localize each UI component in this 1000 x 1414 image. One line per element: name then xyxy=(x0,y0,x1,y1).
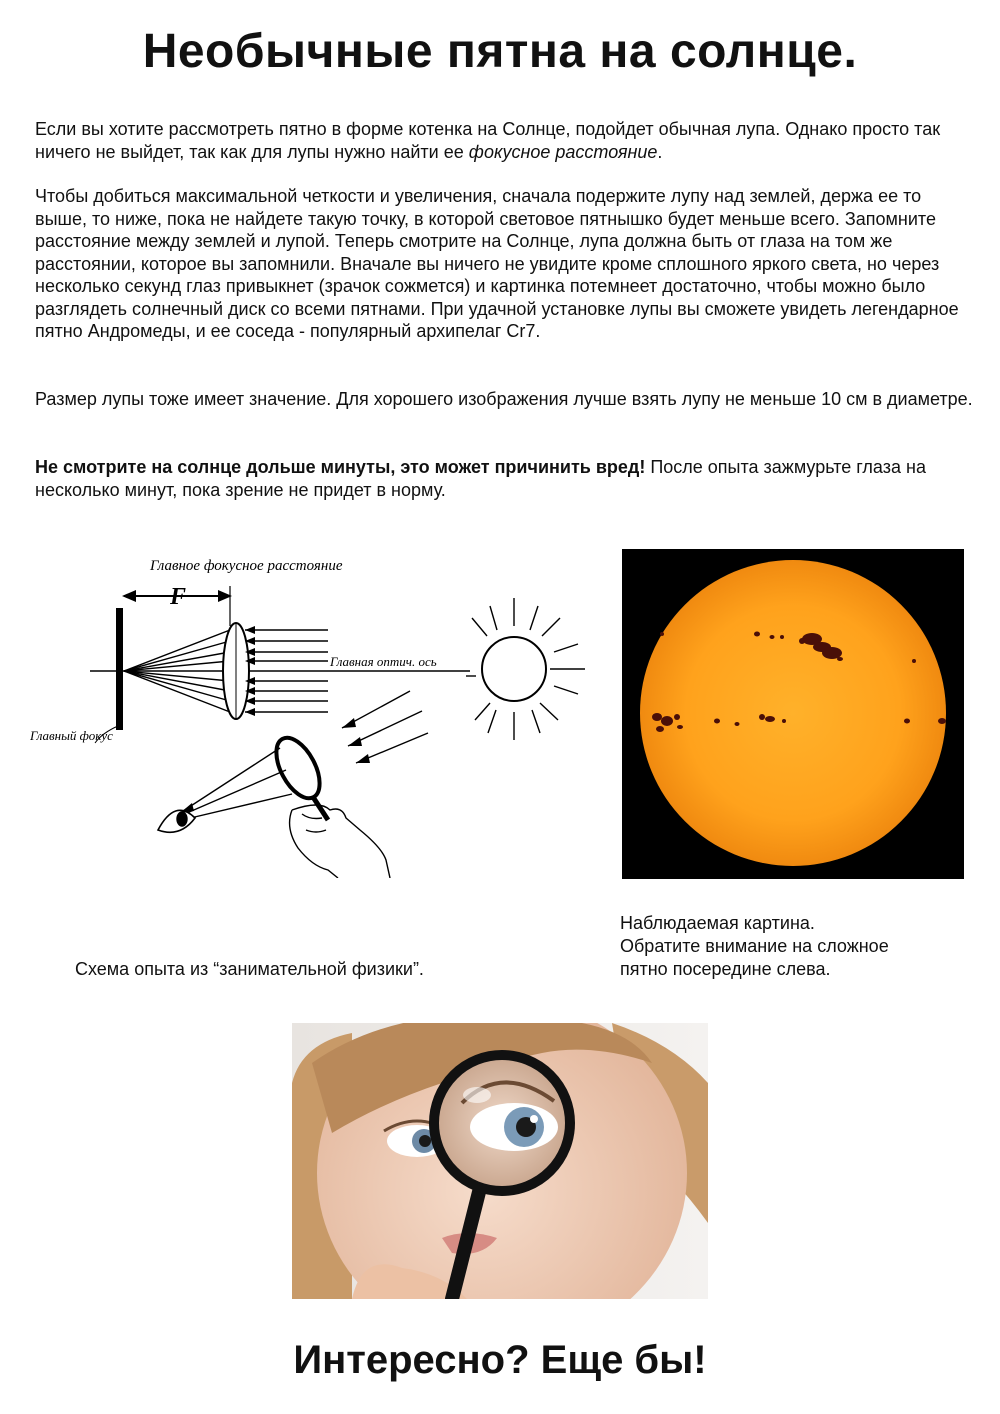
caption-sun-line: Наблюдаемая картина. xyxy=(620,913,815,933)
sun-photo xyxy=(622,549,964,879)
label-main-focus: Главный фокус xyxy=(30,728,113,743)
caption-diagram: Схема опыта из “занимательной физики”. xyxy=(75,959,424,979)
label-f: F xyxy=(170,584,187,610)
eye-drawing xyxy=(158,810,195,832)
screen-plate xyxy=(116,608,123,730)
sun-disk xyxy=(640,560,946,866)
paragraph-intro-end: . xyxy=(657,141,663,162)
page-title: Необычные пятна на солнце. xyxy=(142,25,858,78)
paragraph-intro xyxy=(35,118,975,163)
child-with-magnifier-photo xyxy=(292,1023,708,1299)
footer-slogan: Интересно? Еще бы! xyxy=(293,1338,707,1382)
sun-drawing xyxy=(482,637,546,701)
label-optical-axis: Главная оптич. ось xyxy=(330,654,437,669)
caption-sun xyxy=(620,912,889,981)
paragraph-intro-text: Если вы хотите рассмотреть пятно в форме котенка на Солнце, подойдет обычная лупа. Однако просто так ничего не выйдет, так как для лупы нужно найти ее xyxy=(35,119,941,162)
paragraph-lens-size: Размер лупы тоже имеет значение. Для хорошего изображения лучше взять лупу не меньше 10 см в диаметре. xyxy=(35,389,973,409)
warning-text: Не смотрите на солнце дольше минуты, это может причинить вред! xyxy=(35,457,646,477)
focal-length-term: фокусное расстояние xyxy=(468,141,658,162)
caption-sun-line: Обратите внимание на сложное xyxy=(620,936,889,956)
experiment-diagram xyxy=(30,548,600,878)
warning-rest: После опыта зажмурьте глаза на несколько минут, пока зрение не придет в норму. xyxy=(35,457,926,500)
label-focal-distance: Главное фокусное расстояние xyxy=(150,558,343,574)
paragraph-warning xyxy=(35,456,975,501)
caption-sun-line: пятно посередине слева. xyxy=(620,959,831,979)
magnifier-drawing xyxy=(267,731,328,805)
paragraph-instructions: Чтобы добиться максимальной четкости и увеличения, сначала подержите лупу над землей, держа ее то выше, то ниже, пока не найдете такую точку, в которой световое пятнышко будет меньше всего. Запомните расстояние между землей и лупой. Теперь смотрите на Солнце, лупа должна быть от глаза на том же расстоянии, которое вы запомнили. Вначале вы ничего не увидите кроме сплошного яркого света, но через несколько секунд глаз привыкнет (зрачок сожмется) и картинка потемнеет достаточно, чтобы можно было разглядеть солнечный диск со всеми пятнами. При удачной установке лупы вы сможете увидеть легендарное пятно Андромеды, и ее соседа - популярный архипелаг Cr7. xyxy=(35,186,959,341)
